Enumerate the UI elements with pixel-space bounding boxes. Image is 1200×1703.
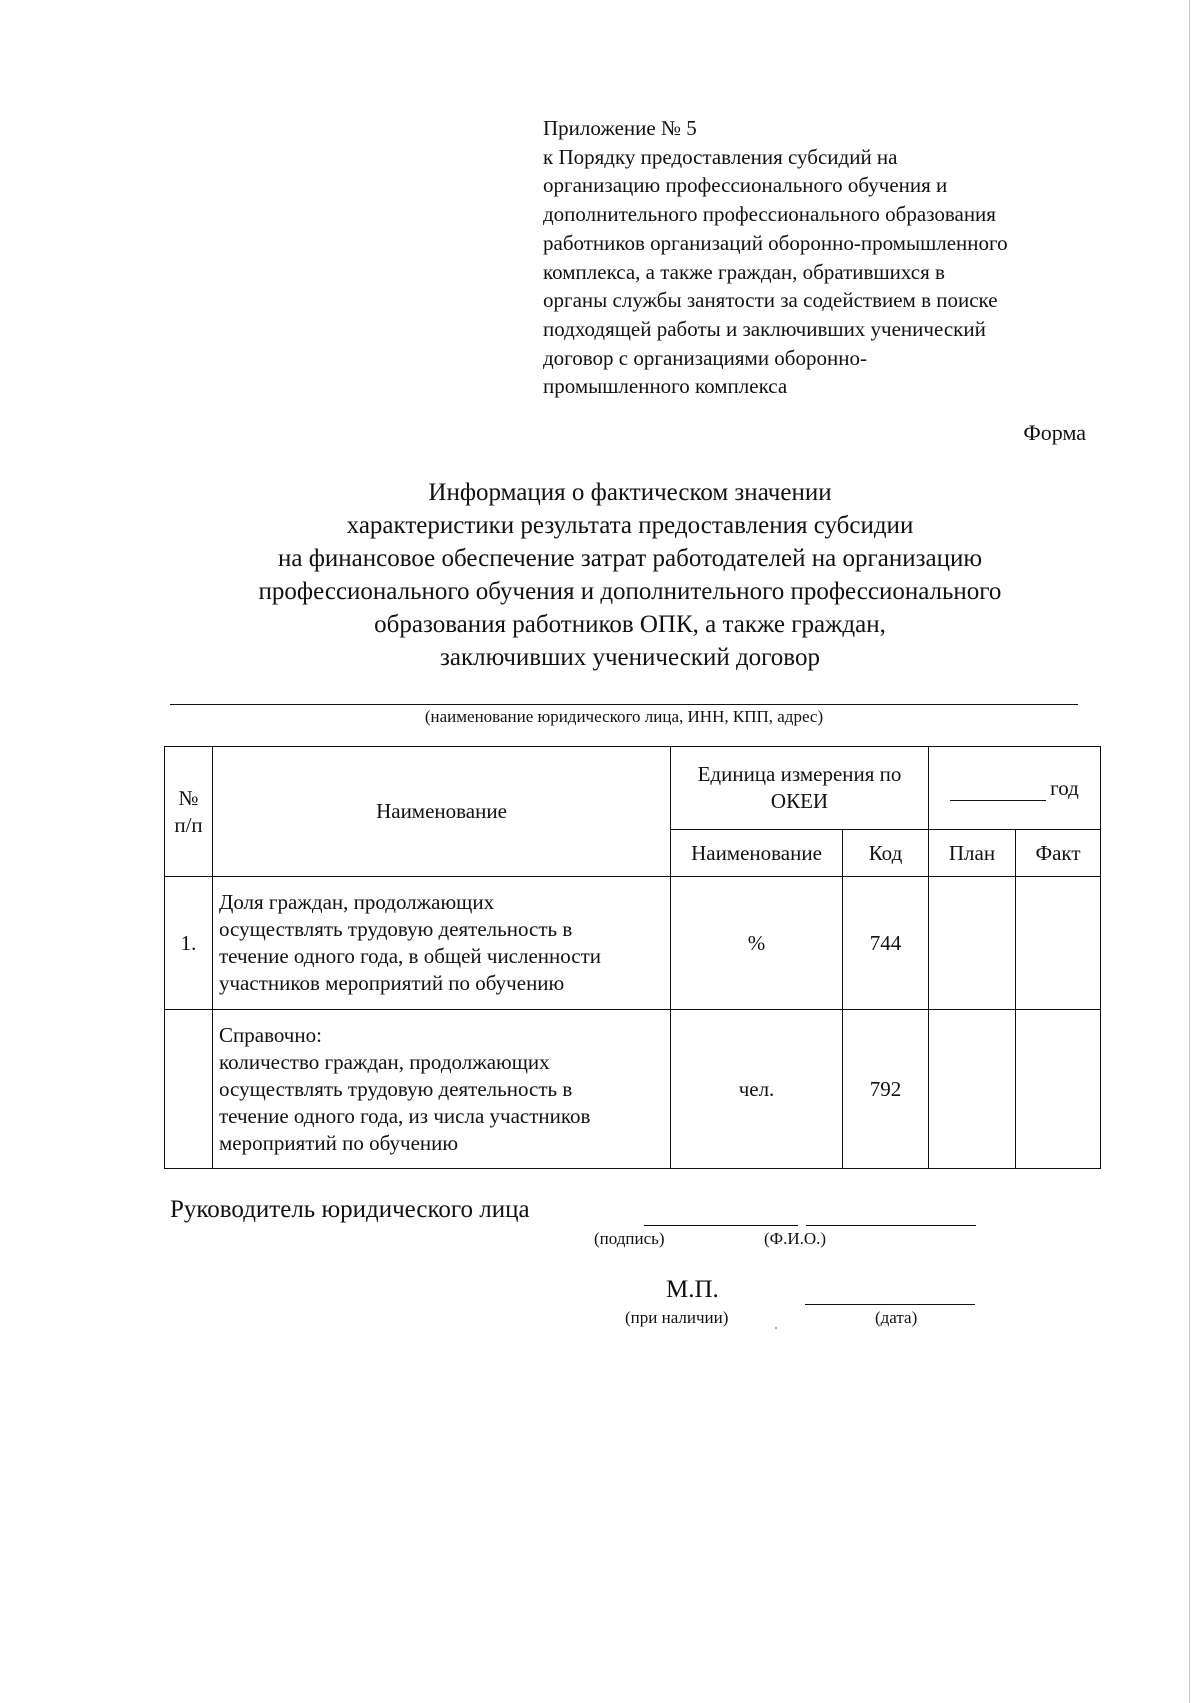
- annex-line: органы службы занятости за содействием в поиске: [543, 288, 998, 313]
- row-num: 1.: [165, 877, 213, 1010]
- row-unit: %: [671, 877, 843, 1010]
- row-name-line: осуществлять трудовую деятельность в: [219, 1076, 573, 1101]
- header-plan: План: [929, 830, 1016, 877]
- annex-line: промышленного комплекса: [543, 374, 788, 399]
- row-name-line: мероприятий по обучению: [219, 1130, 459, 1155]
- title-line: Информация о фактическом значении: [428, 479, 832, 506]
- header-unit-group: Единица измерения по ОКЕИ: [697, 762, 902, 813]
- header-year-cell: [929, 747, 1101, 830]
- table-row: [165, 1010, 1101, 1169]
- row-plan-input[interactable]: [929, 877, 1016, 1010]
- document-title: [130, 476, 1130, 674]
- date-caption: (дата): [875, 1308, 918, 1327]
- row-num: [165, 1010, 213, 1169]
- seal-label: М.П.: [666, 1276, 719, 1303]
- row-name: [213, 877, 671, 1010]
- header-name-cell: [213, 747, 671, 877]
- header-num: № п/п: [174, 785, 203, 837]
- row-name: [213, 1010, 671, 1169]
- row-code: 792: [843, 1010, 929, 1169]
- fio-caption: (Ф.И.О.): [764, 1229, 827, 1248]
- row-name-line: осуществлять трудовую деятельность в: [219, 917, 573, 941]
- row-name-line: Справочно:: [219, 1022, 322, 1047]
- header-unit-group-cell: [671, 747, 929, 830]
- annex-line: Приложение № 5: [543, 116, 697, 140]
- org-name-caption: (наименование юридического лица, ИНН, КПП, адрес): [424, 707, 824, 726]
- header-year-suffix: год: [1050, 775, 1079, 800]
- seal-caption: (при наличии): [625, 1308, 729, 1327]
- head-label: Руководитель юридического лица: [170, 1196, 530, 1223]
- org-name-blank-line[interactable]: [170, 704, 1078, 705]
- date-blank-line[interactable]: [805, 1304, 975, 1305]
- year-blank-line[interactable]: [950, 782, 1046, 801]
- header-name: Наименование: [376, 799, 507, 823]
- scan-speck: [775, 1327, 777, 1329]
- year-field: [929, 776, 1100, 801]
- row-name-line: участников мероприятий по обучению: [219, 971, 565, 995]
- row-fact-input[interactable]: [1016, 877, 1101, 1010]
- annex-line: подходящей работы и заключивших ученический: [543, 316, 986, 341]
- title-line: на финансовое обеспечение затрат работодателей на организацию: [277, 545, 983, 572]
- annex-header: [543, 114, 1103, 401]
- title-line: заключивших ученический договор: [440, 644, 820, 671]
- annex-line: комплекса, а также граждан, обратившихся в: [543, 259, 945, 284]
- header-unit-code: Код: [843, 830, 929, 877]
- header-fact: Факт: [1016, 830, 1101, 877]
- fio-blank-line[interactable]: [806, 1225, 976, 1226]
- annex-line: договор с организациями оборонно-: [543, 345, 867, 370]
- row-name-line: количество граждан, продолжающих: [219, 1049, 550, 1074]
- signature-caption: (подпись): [594, 1229, 665, 1248]
- row-plan-input[interactable]: [929, 1010, 1016, 1169]
- row-fact-input[interactable]: [1016, 1010, 1101, 1169]
- annex-line: к Порядку предоставления субсидий на: [543, 144, 898, 169]
- row-code: 744: [843, 877, 929, 1010]
- form-label: Форма: [1023, 420, 1086, 445]
- scan-edge: [1189, 0, 1190, 1703]
- title-line: профессионального обучения и дополнительного профессионального: [258, 578, 1002, 605]
- title-line: характеристики результата предоставления субсидии: [346, 512, 914, 539]
- table-header-row: [165, 747, 1101, 830]
- annex-line: организацию профессионального обучения и: [543, 173, 948, 198]
- row-name-line: Доля граждан, продолжающих: [219, 890, 495, 914]
- header-unit-name: Наименование: [671, 830, 843, 877]
- row-name-line: течение одного года, из числа участников: [219, 1103, 591, 1128]
- title-line: образования работников ОПК, а также граждан,: [374, 611, 886, 638]
- annex-line: работников организаций оборонно-промышленного: [543, 230, 1008, 255]
- indicator-table: [164, 746, 1101, 1169]
- row-name-line: течение одного года, в общей численности: [219, 944, 602, 968]
- header-num-cell: [165, 747, 213, 877]
- table-row: [165, 877, 1101, 1010]
- annex-line: дополнительного профессионального образования: [543, 202, 996, 227]
- row-unit: чел.: [671, 1010, 843, 1169]
- signature-blank-line[interactable]: [644, 1225, 798, 1226]
